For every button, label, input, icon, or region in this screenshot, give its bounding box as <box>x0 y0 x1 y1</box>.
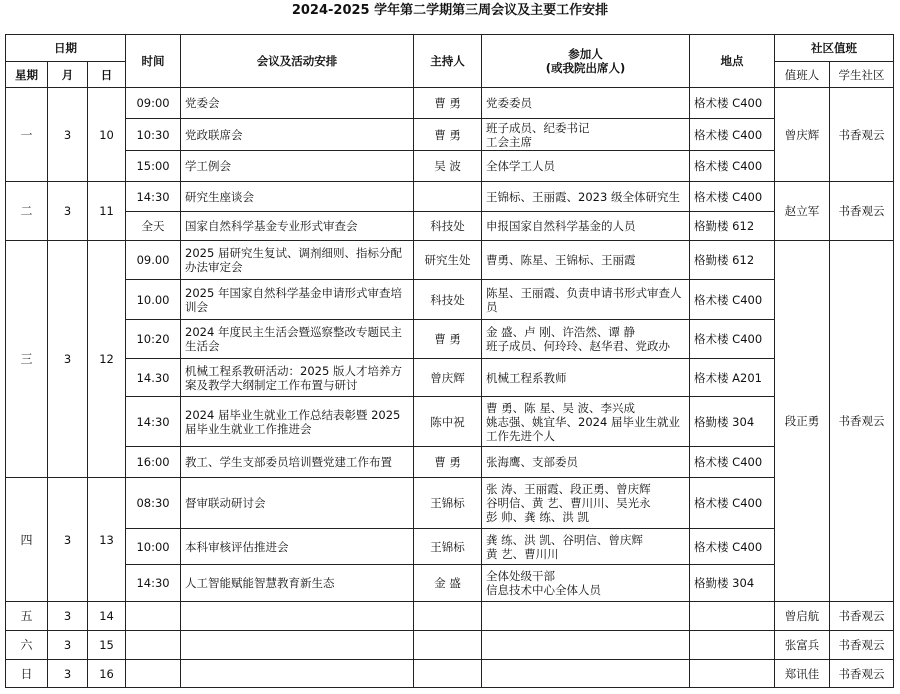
participants-cell: 张海鹰、支部委员 <box>482 447 690 478</box>
weekday-cell: 五 <box>6 602 48 631</box>
time-cell: 全天 <box>126 212 181 241</box>
time-cell: 10.00 <box>126 280 181 320</box>
time-cell: 09:00 <box>126 88 181 119</box>
weekday-cell: 日 <box>6 660 48 688</box>
location-cell: 格术楼 C400 <box>690 280 775 320</box>
duty-person-cell: 段正勇 <box>775 241 830 602</box>
month-cell: 3 <box>48 602 88 631</box>
location-cell: 格术楼 A201 <box>690 359 775 397</box>
duty-person-cell: 郑讯佳 <box>775 660 830 688</box>
table-row <box>6 151 894 182</box>
meeting-cell: 国家自然科学基金专业形式审查会 <box>181 212 414 241</box>
participants-cell: 党委委员 <box>482 88 690 119</box>
month-cell: 3 <box>48 88 88 182</box>
meeting-cell <box>181 660 414 688</box>
participants-cell: 全体处级干部 信息技术中心全体人员 <box>482 565 690 602</box>
header-row-1 <box>6 35 894 62</box>
day-cell: 14 <box>88 602 126 631</box>
duty-person-header: 值班人 <box>775 62 830 88</box>
participants-header <box>482 35 690 88</box>
host-cell: 吴 波 <box>414 151 482 182</box>
community-cell: 书香观云 <box>830 241 894 602</box>
community-header: 学生社区 <box>830 62 894 88</box>
weekday-cell: 三 <box>6 241 48 478</box>
participants-cell: 机械工程系教师 <box>482 359 690 397</box>
duty-header: 社区值班 <box>775 35 894 62</box>
meeting-cell: 研究生座谈会 <box>181 182 414 212</box>
meeting-cell: 2025 年国家自然科学基金申请形式审查培训会 <box>181 280 414 320</box>
meeting-header: 会议及活动安排 <box>181 35 414 88</box>
location-cell: 格勤楼 612 <box>690 241 775 280</box>
location-cell <box>690 631 775 660</box>
time-cell: 15:00 <box>126 151 181 182</box>
table-row <box>6 280 894 320</box>
meeting-cell: 机械工程系教研活动：2025 版人才培养方案及教学大纲制定工作布置与研讨 <box>181 359 414 397</box>
table-row <box>6 529 894 565</box>
schedule-body <box>6 35 894 688</box>
meeting-cell: 人工智能赋能智慧教育新生态 <box>181 565 414 602</box>
participants-cell <box>482 660 690 688</box>
date-header: 日期 <box>6 35 126 62</box>
weekday-cell: 四 <box>6 478 48 602</box>
duty-person-cell: 曾庆辉 <box>775 88 830 182</box>
location-header: 地点 <box>690 35 775 88</box>
location-cell: 格术楼 C400 <box>690 151 775 182</box>
month-cell: 3 <box>48 660 88 688</box>
table-row <box>6 88 894 119</box>
meeting-cell: 党委会 <box>181 88 414 119</box>
table-row <box>6 660 894 688</box>
schedule-table <box>5 34 894 688</box>
day-cell: 15 <box>88 631 126 660</box>
location-cell <box>690 602 775 631</box>
participants-cell <box>482 631 690 660</box>
table-row <box>6 397 894 447</box>
page-title: 2024-2025 学年第二学期第三周会议及主要工作安排 <box>291 3 609 18</box>
host-cell: 陈中祝 <box>414 397 482 447</box>
host-cell: 曹 勇 <box>414 88 482 119</box>
time-header: 时间 <box>126 35 181 88</box>
participants-cell: 曹勇、陈星、王锦标、王丽霞 <box>482 241 690 280</box>
host-cell: 曹 勇 <box>414 447 482 478</box>
weekday-cell: 六 <box>6 631 48 660</box>
meeting-cell: 本科审核评估推进会 <box>181 529 414 565</box>
location-cell: 格术楼 C400 <box>690 119 775 151</box>
host-cell: 金 盛 <box>414 565 482 602</box>
meeting-cell <box>181 631 414 660</box>
time-cell <box>126 660 181 688</box>
participants-cell: 金 盛、卢 刚、许浩然、谭 静 班子成员、何玲玲、赵华君、党政办 <box>482 320 690 359</box>
meeting-cell <box>181 602 414 631</box>
community-cell: 书香观云 <box>830 182 894 241</box>
community-cell: 书香观云 <box>830 660 894 688</box>
host-cell <box>414 660 482 688</box>
weekday-cell: 二 <box>6 182 48 241</box>
table-row <box>6 631 894 660</box>
host-cell <box>414 182 482 212</box>
weekday-header: 星期 <box>6 62 48 88</box>
duty-person-cell: 张富兵 <box>775 631 830 660</box>
location-cell: 格术楼 C400 <box>690 182 775 212</box>
table-row <box>6 447 894 478</box>
location-cell: 格术楼 C400 <box>690 447 775 478</box>
host-cell: 科技处 <box>414 280 482 320</box>
meeting-cell: 2024 届毕业生就业工作总结表彰暨 2025 届毕业生就业工作推进会 <box>181 397 414 447</box>
time-cell: 14:30 <box>126 397 181 447</box>
time-cell: 08:30 <box>126 478 181 529</box>
participants-cell: 陈星、王丽霞、负责申请书形式审查人员 <box>482 280 690 320</box>
time-cell: 16:00 <box>126 447 181 478</box>
table-row <box>6 565 894 602</box>
location-cell: 格术楼 C400 <box>690 529 775 565</box>
participants-cell: 张 涛、王丽霞、段正勇、曾庆辉 谷明信、黄 艺、曹川川、吴光永 彭 帅、龚 练、洪 凯 <box>482 478 690 529</box>
host-header: 主持人 <box>414 35 482 88</box>
meeting-cell: 2025 届研究生复试、调剂细则、指标分配办法审定会 <box>181 241 414 280</box>
host-cell <box>414 631 482 660</box>
host-cell: 研究生处 <box>414 241 482 280</box>
table-row <box>6 119 894 151</box>
table-row <box>6 182 894 212</box>
participants-cell: 全体学工人员 <box>482 151 690 182</box>
time-cell: 10:30 <box>126 119 181 151</box>
location-cell: 格术楼 C400 <box>690 320 775 359</box>
time-cell: 10:00 <box>126 529 181 565</box>
location-cell: 格术楼 C400 <box>690 478 775 529</box>
participants-cell: 曹 勇、陈 星、吴 波、李兴成 姚志强、姚宜华、2024 届毕业生就业工作先进个人 <box>482 397 690 447</box>
location-cell <box>690 660 775 688</box>
day-cell: 11 <box>88 182 126 241</box>
table-row <box>6 241 894 280</box>
day-cell: 13 <box>88 478 126 602</box>
table-row <box>6 478 894 529</box>
day-header: 日 <box>88 62 126 88</box>
host-cell: 王锦标 <box>414 478 482 529</box>
participants-header-sub: (或我院出席人) <box>545 61 626 75</box>
participants-cell: 王锦标、王丽霞、2023 级全体研究生 <box>482 182 690 212</box>
host-cell: 曾庆辉 <box>414 359 482 397</box>
host-cell: 王锦标 <box>414 529 482 565</box>
time-cell: 09.00 <box>126 241 181 280</box>
time-cell: 14:30 <box>126 182 181 212</box>
weekday-cell: 一 <box>6 88 48 182</box>
table-row <box>6 602 894 631</box>
meeting-cell: 教工、学生支部委员培训暨党建工作布置 <box>181 447 414 478</box>
location-cell: 格勤楼 612 <box>690 212 775 241</box>
month-cell: 3 <box>48 182 88 241</box>
location-cell: 格术楼 C400 <box>690 88 775 119</box>
time-cell: 14:30 <box>126 565 181 602</box>
time-cell <box>126 602 181 631</box>
host-cell: 曹 勇 <box>414 320 482 359</box>
duty-person-cell: 赵立军 <box>775 182 830 241</box>
participants-cell: 班子成员、纪委书记 工会主席 <box>482 119 690 151</box>
community-cell: 书香观云 <box>830 88 894 182</box>
meeting-cell: 督审联动研讨会 <box>181 478 414 529</box>
table-row <box>6 359 894 397</box>
host-cell: 曹 勇 <box>414 119 482 151</box>
participants-cell: 申报国家自然科学基金的人员 <box>482 212 690 241</box>
participants-cell <box>482 602 690 631</box>
day-cell: 16 <box>88 660 126 688</box>
month-cell: 3 <box>48 241 88 478</box>
day-cell: 12 <box>88 241 126 478</box>
community-cell: 书香观云 <box>830 602 894 631</box>
month-header: 月 <box>48 62 88 88</box>
month-cell: 3 <box>48 478 88 602</box>
location-cell: 格勤楼 304 <box>690 397 775 447</box>
community-cell: 书香观云 <box>830 631 894 660</box>
table-row <box>6 212 894 241</box>
participants-cell: 龚 练、洪 凯、谷明信、曾庆辉 黄 艺、曹川川 <box>482 529 690 565</box>
month-cell: 3 <box>48 631 88 660</box>
time-cell: 10:20 <box>126 320 181 359</box>
host-cell: 科技处 <box>414 212 482 241</box>
duty-person-cell: 曾启航 <box>775 602 830 631</box>
participants-header-title: 参加人 <box>568 47 603 61</box>
location-cell: 格勤楼 304 <box>690 565 775 602</box>
time-cell: 14.30 <box>126 359 181 397</box>
meeting-cell: 学工例会 <box>181 151 414 182</box>
meeting-cell: 2024 年度民主生活会暨巡察整改专题民主生活会 <box>181 320 414 359</box>
table-row <box>6 320 894 359</box>
time-cell <box>126 631 181 660</box>
meeting-cell: 党政联席会 <box>181 119 414 151</box>
day-cell: 10 <box>88 88 126 182</box>
host-cell <box>414 602 482 631</box>
